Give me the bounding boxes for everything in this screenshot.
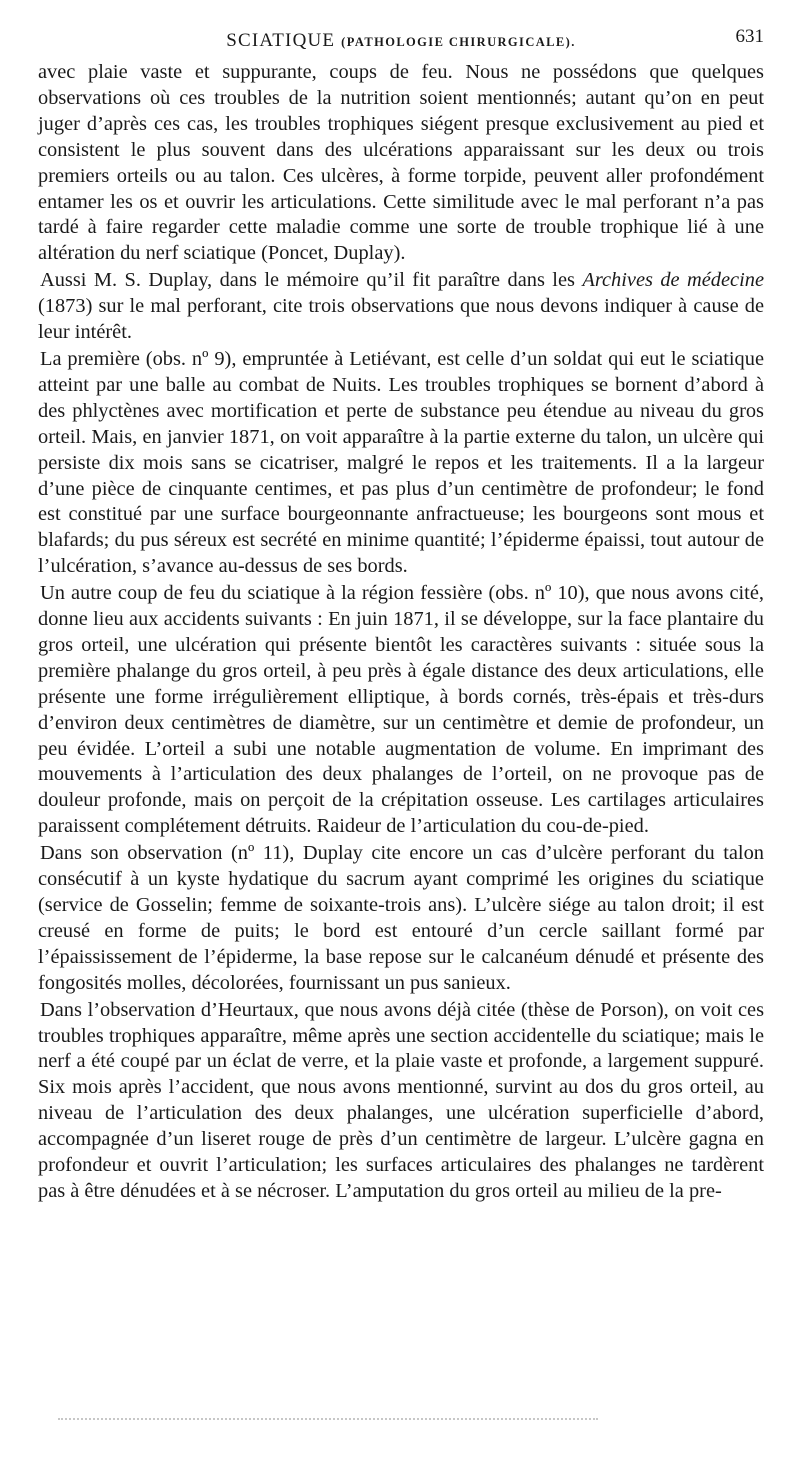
book-page: [38, 22, 764, 1205]
paragraph-2-text-after: (1873) sur le mal perforant, cite trois observations que nous devons indiquer à cause de leur intérêt.: [38, 295, 764, 344]
paragraph-2-journal-title: Archives de médecine: [582, 269, 764, 292]
paragraph-2: [38, 268, 764, 346]
paragraph-6: [38, 998, 764, 1205]
paragraph-6-text: Dans l’observation d’Heurtaux, que nous avons déjà citée (thèse de Porson), on voit ces troubles trophiques apparaître, même après une section accidentelle du sciatique; mais le nerf a été coupé par un éclat de verre, et la plaie vaste et profonde, a largement suppuré. Six mois après l’accident, que nous avons mentionné, survint au dos du gros orteil, au niveau de l’articulation des deux phalanges, une ulcération superficielle d’abord, accompagnée d’un liseret rouge de près d’un centimètre de largeur. L’ulcère gagna en profondeur et ouvrit l’articulation; les surfaces articulaires des phalanges ne tardèrent pas à être dénudées et à se nécroser. L’amputation du gros orteil au milieu de la pre-: [38, 998, 764, 1202]
running-head: [38, 22, 764, 60]
body-text: [38, 60, 764, 1205]
section-subtitle: (PATHOLOGIE CHIRURGICALE).: [341, 35, 576, 49]
paragraph-2-text-before: Aussi M. S. Duplay, dans le mémoire qu’il fit paraître dans les: [40, 269, 583, 292]
paragraph-5-text: Dans son observation (nº 11), Duplay cite encore un cas d’ulcère perforant du talon consécutif à un kyste hydatique du sacrum ayant comprimé les origines du sciatique (service de Gosselin; femme de soixante-trois ans). L’ulcère siége au talon droit; il est creusé en forme de puits; le bord est entouré d’un cercle saillant formé par l’épaississement de l’épiderme, la base repose sur le calcanéum dénudé et présente des fongosités molles, décolorées, fournissant un pus sanieux.: [38, 842, 764, 994]
page-number: 631: [735, 26, 764, 47]
footer-rule: [58, 1418, 598, 1422]
paragraph-5: [38, 841, 764, 996]
paragraph-1-text: avec plaie vaste et suppurante, coups de feu. Nous ne possédons que quelques observations où ces troubles de la nutrition soient mentionnés; autant qu’on en peut juger d’après ces cas, les troubles trophiques siégent presque exclusivement au pied et consistent le plus souvent dans des ulcérations apparaissant sur les deux ou trois premiers orteils ou au talon. Ces ulcères, à forme torpide, peuvent aller profondément entamer les os et ouvrir les articulations. Cette similitude avec le mal perforant n’a pas tardé à faire regarder cette maladie comme une sorte de trouble trophique lié à une altération du nerf sciatique (Poncet, Duplay).: [38, 61, 764, 265]
paragraph-3-text: La première (obs. nº 9), empruntée à Letiévant, est celle d’un soldat qui eut le sciatique atteint par une balle au combat de Nuits. Les troubles trophiques se bornent d’abord à des phlyctènes avec mortification et perte de substance peu étendue au niveau du gros orteil. Mais, en janvier 1871, on voit apparaître à la partie externe du talon, un ulcère qui persiste dix mois sans se cicatriser, malgré le repos et les traitements. Il a la largeur d’une pièce de cinquante centimes, et pas plus d’un centimètre de profondeur; le fond est constitué par une surface bourgeonnante anfractueuse; les bourgeons sont mous et blafards; du pus séreux est secrété en minime quantité; l’épiderme épaissi, tout autour de l’ulcération, s’avance au-dessus de ses bords.: [38, 347, 764, 578]
paragraph-1: [38, 60, 764, 267]
paragraph-4: [38, 581, 764, 840]
section-title: SCIATIQUE: [226, 30, 336, 51]
paragraph-3: [38, 347, 764, 580]
running-title: [38, 30, 764, 52]
paragraph-4-text: Un autre coup de feu du sciatique à la région fessière (obs. nº 10), que nous avons cité, donne lieu aux accidents suivants : En juin 1871, il se développe, sur la face plantaire du gros orteil, une ulcération qui présente bientôt les caractères suivants : située sous la première phalange du gros orteil, à peu près à égale distance des deux articulations, elle présente une forme irrégulièrement elliptique, à bords cornés, très-épais et très-durs d’environ deux centimètres de diamètre, sur un centimètre et demie de profondeur, un peu évidée. L’orteil a subi une notable augmentation de volume. En imprimant des mouvements à l’articulation des deux phalanges de l’orteil, on ne provoque pas de douleur profonde, mais on perçoit de la crépitation osseuse. Les cartilages articulaires paraissent complétement détruits. Raideur de l’articulation du cou-de-pied.: [38, 582, 764, 838]
